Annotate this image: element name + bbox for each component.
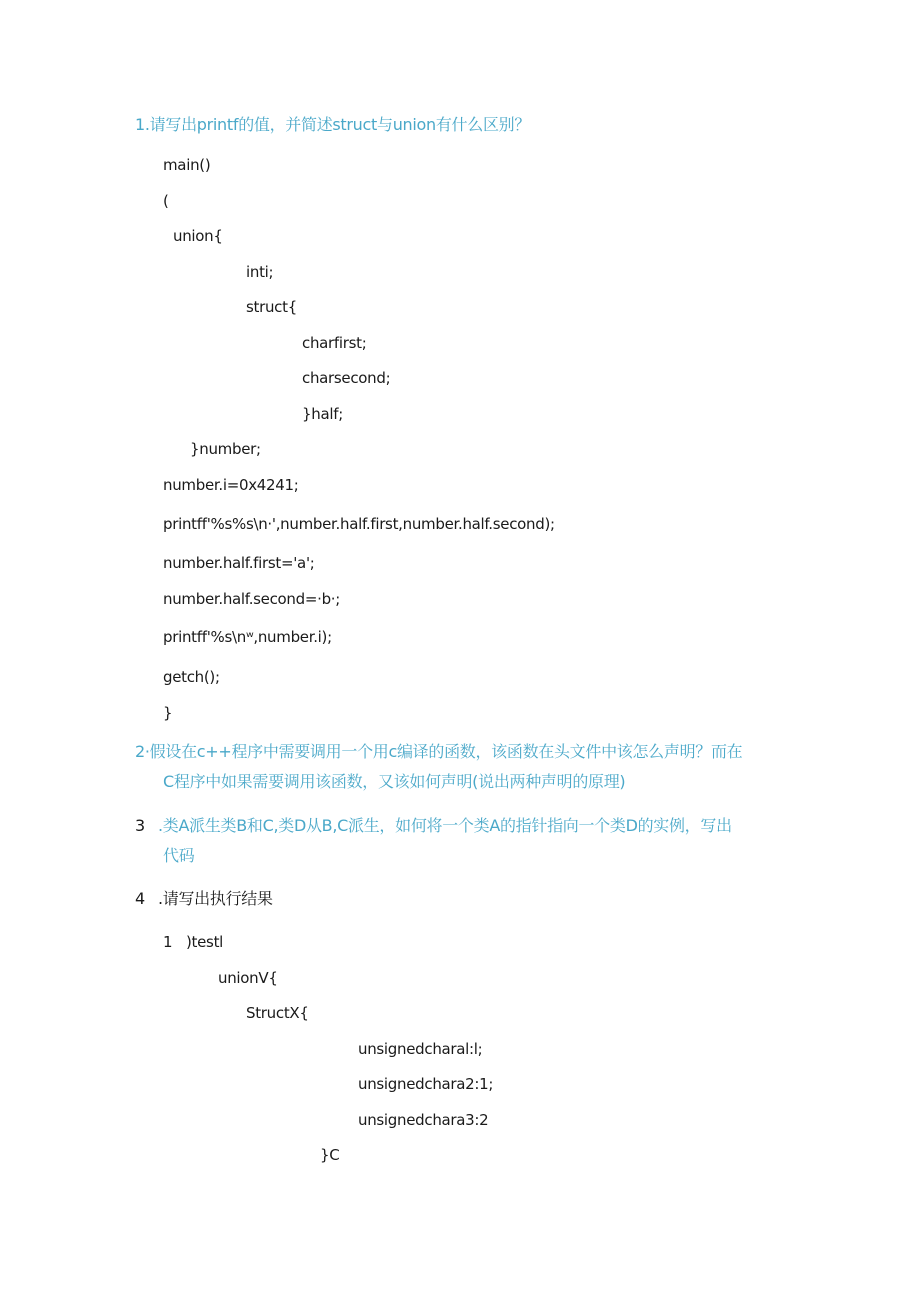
question-4-line-1: .请写出执行结果 <box>158 889 273 908</box>
code-line: struct{ <box>246 298 297 316</box>
code-line: unsignedchara3:2 <box>358 1111 489 1129</box>
code-line: number.i=0x4241; <box>163 476 299 494</box>
code-line: union{ <box>173 227 223 245</box>
code-line: number.half.first='a'; <box>163 554 315 572</box>
code-line: StructX{ <box>246 1004 309 1022</box>
question-1: 1.请写出printf的值，并简述struct与union有什么区别？ <box>135 115 531 134</box>
item-label: )testl <box>186 933 224 951</box>
code-line: } <box>163 704 173 722</box>
code-line: getch(); <box>163 668 220 686</box>
code-line: unsignedchara2:1; <box>358 1075 494 1093</box>
question-2-line-1: 2·假设在c++程序中需要调用一个用c编译的函数，该函数在头文件中该怎么声明？而在 <box>135 742 743 761</box>
code-line: printff'%s%s\n·',number.half.first,number.half.second); <box>163 515 555 533</box>
code-line: main() <box>163 156 211 174</box>
question-2-line-2: C程序中如果需要调用该函数，又该如何声明(说出两种声明的原理) <box>163 772 626 791</box>
code-line: printff'%s\nʷ,number.i); <box>163 628 332 646</box>
question-4-number: 4 <box>135 889 146 908</box>
code-line: }number; <box>190 440 261 458</box>
code-line: unionV{ <box>218 969 278 987</box>
code-line: inti; <box>246 263 274 281</box>
code-line: }C <box>320 1146 340 1164</box>
code-line: ( <box>163 192 169 210</box>
code-line: number.half.second=·b·; <box>163 590 341 608</box>
question-3-line-2: 代码 <box>163 846 195 865</box>
code-line: }half; <box>302 405 343 423</box>
question-3-line-1: .类A派生类B和C,类D从B,C派生，如何将一个类A的指针指向一个类D的实例，写出 <box>158 816 732 835</box>
question-3-number: 3 <box>135 816 146 835</box>
code-line: charfirst; <box>302 334 367 352</box>
code-line: unsignedcharal:l; <box>358 1040 483 1058</box>
item-number: 1 <box>163 933 173 951</box>
code-line: charsecond; <box>302 369 391 387</box>
